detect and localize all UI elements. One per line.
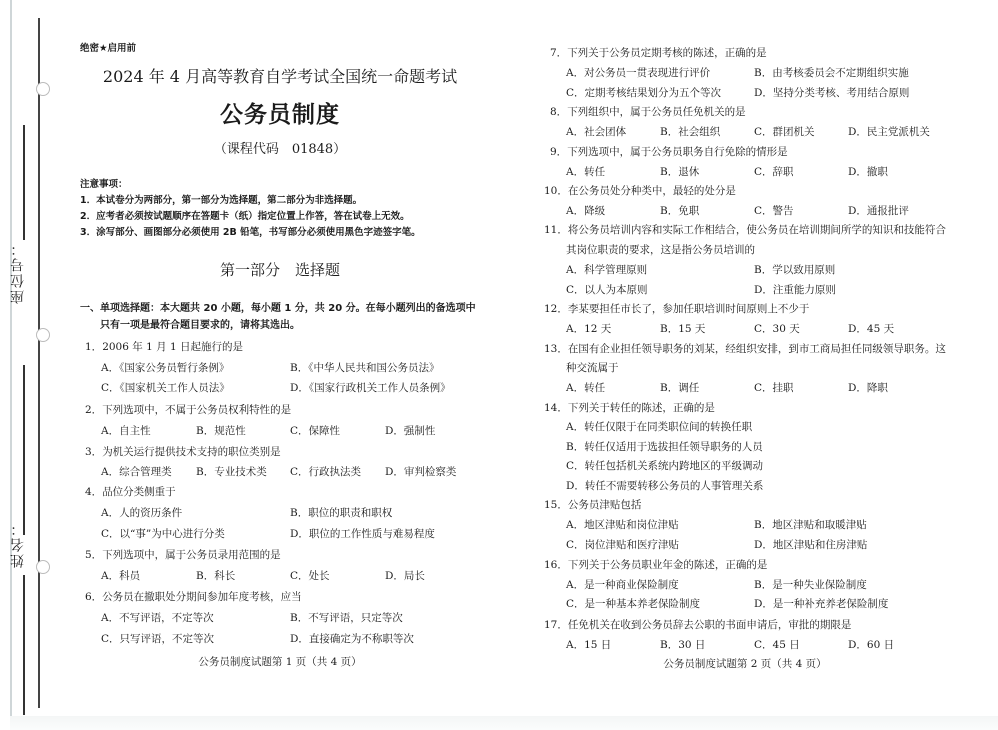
- question-number: 13．: [544, 343, 568, 355]
- question-13: [544, 341, 946, 356]
- question-1: [85, 339, 243, 354]
- option-a: A．科员: [101, 570, 141, 582]
- question-4: [85, 484, 176, 499]
- question-number: 16．: [544, 559, 568, 571]
- option-d: D．职位的工作性质与难易程度: [290, 528, 435, 540]
- name-underline: [23, 365, 25, 535]
- question-17: [544, 617, 851, 632]
- question-16: [544, 557, 767, 572]
- question-11: [544, 222, 946, 237]
- option-c: C．是一种基本养老保险制度: [566, 598, 701, 610]
- option-c: C．行政执法类: [290, 466, 362, 478]
- exam-header: 2024 年 4 月高等教育自学考试全国统一命题考试: [102, 67, 458, 86]
- option-a: A．科学管理原则: [566, 264, 648, 276]
- option-c: C．辞职: [754, 166, 794, 178]
- option-c: C．保障性: [290, 425, 341, 437]
- question-stem: 下列选项中，不属于公务员权利特性的是: [102, 404, 292, 416]
- option-a: A．降级: [566, 205, 606, 217]
- question-number: 14．: [544, 402, 568, 414]
- question-8: [550, 104, 746, 119]
- option-c: C．以人为本原则: [566, 284, 648, 296]
- option-d: D．撤职: [848, 166, 888, 178]
- option-d: D．局长: [385, 570, 425, 582]
- option-b: B．由考核委员会不定期组织实施: [754, 67, 909, 79]
- question-3: [85, 444, 281, 459]
- option-a: A．转任仅限于在同类职位间的转换任职: [566, 421, 753, 433]
- option-b: B．学以致用原则: [754, 264, 836, 276]
- notice-block: [80, 177, 421, 241]
- option-b: B．社会组织: [660, 126, 721, 138]
- option-b: B．退休: [660, 166, 700, 178]
- option-b: B．调任: [660, 382, 700, 394]
- option-d: D．民主党派机关: [848, 126, 930, 138]
- question-stem: 品位分类侧重于: [102, 486, 176, 498]
- question-number: 1．: [85, 341, 103, 353]
- option-d: D．注重能力原则: [754, 284, 836, 296]
- option-c: C．只写评语，不定等次: [101, 633, 215, 645]
- binding-line: [38, 18, 40, 708]
- option-a: A．社会团体: [566, 126, 627, 138]
- seat-number-label: 座位号：: [10, 240, 26, 304]
- question-number: 2．: [85, 404, 103, 416]
- confidential-tag: 绝密★启用前: [80, 43, 137, 54]
- page-footer: 公务员制度试题第 1 页（共 4 页）: [198, 656, 362, 668]
- option-a: A．转任: [566, 166, 606, 178]
- option-b: B．职位的职责和职权: [290, 507, 393, 519]
- question-14: [544, 400, 715, 415]
- exam-title: 公务员制度: [220, 102, 340, 128]
- question-stem: 将公务员培训内容和实际工作相结合，使公务员在培训期间所学的知识和技能符合: [567, 224, 946, 236]
- option-b: B．地区津贴和取暖津贴: [754, 519, 867, 531]
- question-stem: 下列关于公务员定期考核的陈述，正确的是: [567, 47, 767, 59]
- question-10: [544, 183, 736, 198]
- option-d: D．《国家行政机关工作人员条例》: [290, 382, 451, 394]
- section-intro-line: 一、单项选择题：本大题共 20 小题，每小题 1 分，共 20 分。在每小题列出的备选项中: [80, 303, 476, 314]
- question-number: 12．: [544, 303, 568, 315]
- option-c: C．挂职: [754, 382, 794, 394]
- question-stem: 在公务员处分种类中，最轻的处分是: [567, 185, 736, 197]
- seat-underline: [23, 125, 25, 240]
- option-d: D．坚持分类考核、考用结合原则: [754, 87, 910, 99]
- question-number: 10．: [544, 185, 568, 197]
- question-5: [85, 547, 281, 562]
- question-number: 11．: [544, 224, 568, 236]
- option-d: D．审判检察类: [385, 466, 457, 478]
- option-a: A．《国家公务员暂行条例》: [101, 362, 230, 374]
- option-a: A．是一种商业保险制度: [566, 579, 679, 591]
- option-a: A．12 天: [566, 323, 612, 335]
- question-stem: 在国有企业担任领导职务的刘某，经组织安排，到市工商局担任同级领导职务。这: [567, 343, 946, 355]
- option-a: A．15 日: [566, 639, 612, 651]
- option-c: C．处长: [290, 570, 330, 582]
- notice-item: 1．本试卷分为两部分，第一部分为选择题，第二部分为非选择题。: [80, 195, 363, 206]
- question-stem: 下列关于公务员职业年金的陈述，正确的是: [567, 559, 768, 571]
- option-a: A．综合管理类: [101, 466, 172, 478]
- question-stem: 为机关运行提供技术支持的职位类别是: [102, 446, 281, 458]
- option-a: A．不写评语，不定等次: [101, 612, 214, 624]
- exam-page-1: [60, 0, 500, 716]
- section-intro-line: 只有一项是最符合题目要求的，请将其选出。: [100, 320, 300, 331]
- option-d: D．强制性: [385, 425, 436, 437]
- part-title: 第一部分 选择题: [219, 261, 340, 279]
- scan-edge-bottom: [10, 716, 998, 730]
- question-stem: 下列组织中，属于公务员任免机关的是: [567, 106, 746, 118]
- option-c: C．定期考核结果划分为五个等次: [566, 87, 722, 99]
- name-label: 姓名：: [10, 520, 26, 568]
- question-stem: 下列选项中，属于公务员职务自行免除的情形是: [567, 146, 788, 158]
- question-stem-continued: 种交流属于: [566, 362, 619, 374]
- option-a: A．自主性: [101, 425, 151, 437]
- question-stem: 公务员在撤职处分期间参加年度考核，应当: [102, 591, 302, 603]
- question-stem: 下列选项中，属于公务员录用范围的是: [102, 549, 281, 561]
- question-15: [544, 497, 641, 512]
- option-a: A．转任: [566, 382, 606, 394]
- option-c: C．警告: [754, 205, 794, 217]
- notice-title: 注意事项：: [80, 179, 128, 190]
- option-c: C．45 日: [754, 639, 800, 651]
- question-number: 8．: [550, 106, 568, 118]
- question-6: [85, 589, 302, 604]
- exam-page-2: [530, 0, 998, 716]
- question-9: [550, 144, 788, 159]
- option-b: B．科长: [196, 570, 236, 582]
- section-intro: [80, 300, 490, 334]
- page-footer: 公务员制度试题第 2 页（共 4 页）: [663, 658, 827, 670]
- option-a: A．地区津贴和岗位津贴: [566, 519, 679, 531]
- scan-edge: [10, 0, 12, 718]
- option-d: D．转任不需要转移公务员的人事管理关系: [566, 480, 764, 492]
- question-number: 4．: [85, 486, 103, 498]
- course-code: （课程代码 01848）: [213, 142, 347, 157]
- question-number: 15．: [544, 499, 568, 511]
- notice-item: 2．应考者必须按试题顺序在答题卡（纸）指定位置上作答，答在试卷上无效。: [80, 211, 410, 222]
- punch-hole: [36, 328, 50, 342]
- option-b: B．规范性: [196, 425, 246, 437]
- option-c: C．《国家机关工作人员法》: [101, 382, 230, 394]
- option-d: D．45 天: [848, 323, 895, 335]
- option-d: D．是一种补充养老保险制度: [754, 598, 889, 610]
- question-stem: 公务员津贴包括: [567, 499, 642, 511]
- option-b: B．30 日: [660, 639, 706, 651]
- punch-hole: [36, 82, 50, 96]
- question-number: 9．: [550, 146, 568, 158]
- option-b: B．专业技术类: [196, 466, 267, 478]
- option-b: B．不写评语，只定等次: [290, 612, 403, 624]
- underline: [23, 575, 25, 715]
- question-number: 7．: [550, 47, 568, 59]
- option-c: C．以“事”为中心进行分类: [101, 528, 225, 540]
- option-c: C．转任包括机关系统内跨地区的平级调动: [566, 460, 764, 472]
- option-b: B．免职: [660, 205, 700, 217]
- question-12: [544, 301, 809, 316]
- option-a: A．人的资历条件: [101, 507, 183, 519]
- question-stem: 2006 年 1 月 1 日起施行的是: [102, 341, 243, 353]
- question-2: [85, 402, 291, 417]
- option-d: D．地区津贴和住房津贴: [754, 539, 868, 551]
- option-b: B．15 天: [660, 323, 706, 335]
- question-stem-continued: 其岗位职责的要求，这是指公务员培训的: [566, 244, 755, 256]
- question-stem: 李某要担任市长了，参加任职培训时间原则上不少于: [567, 303, 810, 315]
- option-b: B．是一种失业保险制度: [754, 579, 867, 591]
- question-7: [550, 45, 767, 60]
- option-d: D．降职: [848, 382, 888, 394]
- option-a: A．对公务员一贯表现进行评价: [566, 67, 711, 79]
- option-b: B．《中华人民共和国公务员法》: [290, 362, 440, 374]
- option-c: C．30 天: [754, 323, 800, 335]
- option-d: D．60 日: [848, 639, 895, 651]
- question-stem: 任免机关在收到公务员辞去公职的书面申请后，审批的期限是: [567, 619, 852, 631]
- option-d: D．直接确定为不称职等次: [290, 633, 414, 645]
- notice-item: 3．涂写部分、画图部分必须使用 2B 铅笔，书写部分必须使用黑色字迹签字笔。: [80, 227, 421, 238]
- question-number: 5．: [85, 549, 103, 561]
- question-stem: 下列关于转任的陈述，正确的是: [567, 402, 715, 414]
- punch-hole: [36, 560, 50, 574]
- option-d: D．通报批评: [848, 205, 909, 217]
- option-c: C．岗位津贴和医疗津贴: [566, 539, 680, 551]
- option-b: B．转任仅适用于选拔担任领导职务的人员: [566, 441, 763, 453]
- question-number: 17．: [544, 619, 568, 631]
- question-number: 3．: [85, 446, 103, 458]
- option-c: C．群团机关: [754, 126, 815, 138]
- question-number: 6．: [85, 591, 103, 603]
